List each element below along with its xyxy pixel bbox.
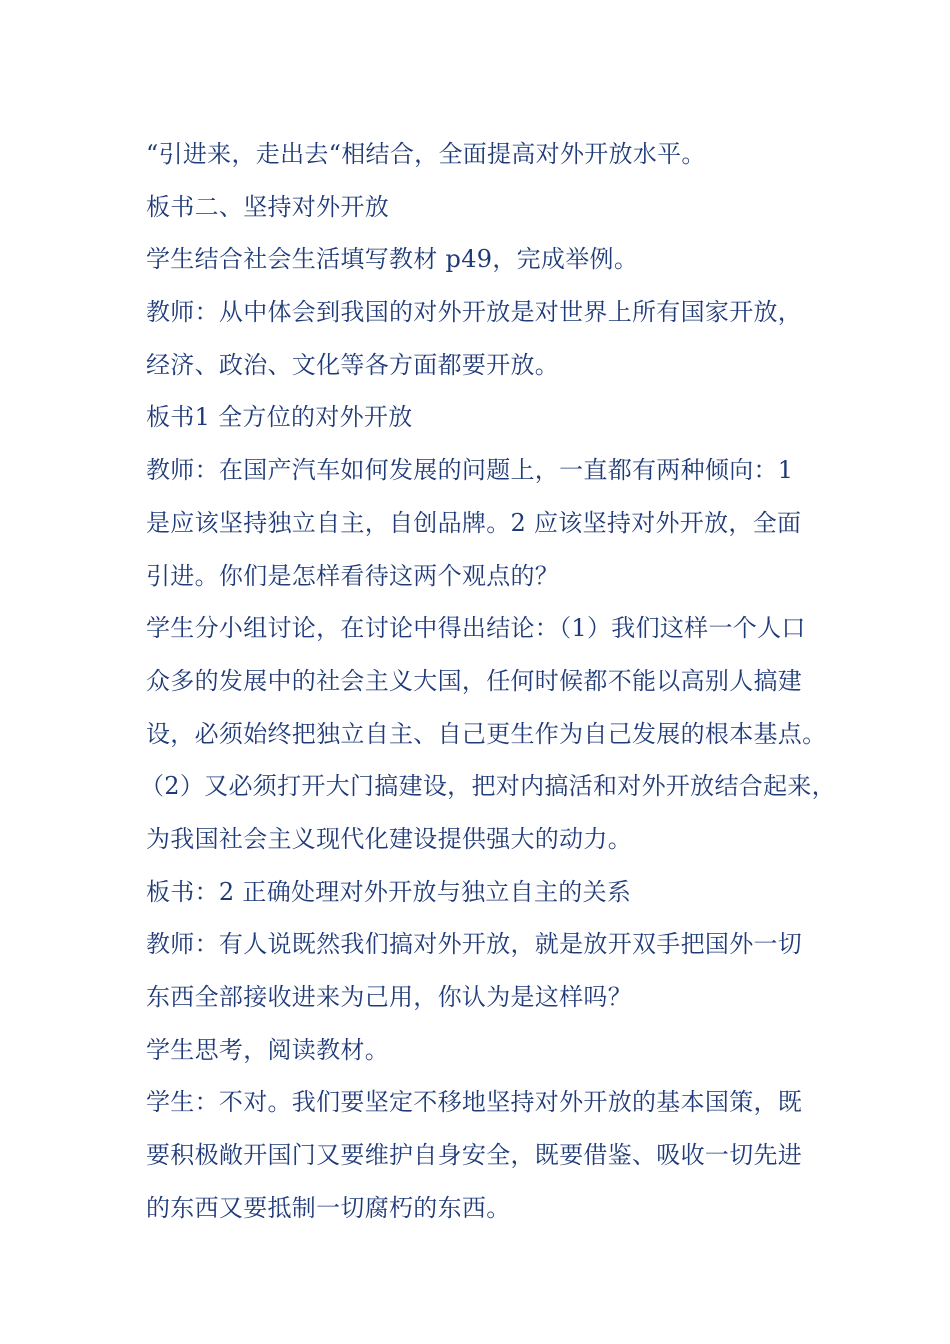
text-line: 东西全部接收进来为己用，你认为是这样吗？ <box>146 983 632 1011</box>
text-line: 板书：2 正确处理对外开放与独立自主的关系 <box>146 877 632 906</box>
text-line: 板书二、坚持对外开放 <box>146 192 389 221</box>
text-line: 教师：在国产汽车如何发展的问题上，一直都有两种倾向：1 <box>146 456 794 485</box>
text-line: 要积极敞开国门又要维护自身安全，既要借鉴、吸收一切先进 <box>146 1141 803 1170</box>
text-line: 为我国社会主义现代化建设提供强大的动力。 <box>146 824 632 853</box>
text-line: “引进来，走出去“相结合，全面提高对外开放水平。 <box>146 140 706 168</box>
text-line: （2）又必须打开大门搞建设，把对内搞活和对外开放结合起来， <box>140 772 836 801</box>
text-line: 教师：从中体会到我国的对外开放是对世界上所有国家开放， <box>146 298 803 327</box>
text-line: 设，必须始终把独立自主、自己更生作为自己发展的根本基点。 <box>146 719 827 748</box>
text-line: 学生：不对。我们要坚定不移地坚持对外开放的基本国策，既 <box>146 1088 803 1117</box>
text-line: 学生结合社会生活填写教材 p49，完成举例。 <box>146 245 639 274</box>
text-line: 板书1 全方位的对外开放 <box>146 403 413 432</box>
text-line: 众多的发展中的社会主义大国，任何时候都不能以高别人搞建 <box>146 666 803 695</box>
text-line: 学生分小组讨论，在讨论中得出结论：（1）我们这样一个人口 <box>146 614 806 643</box>
text-line: 是应该坚持独立自主，自创品牌。2 应该坚持对外开放，全面 <box>146 508 802 537</box>
text-line: 学生思考，阅读教材。 <box>146 1035 389 1064</box>
text-line: 的东西又要抵制一切腐朽的东西。 <box>146 1193 511 1222</box>
text-line: 经济、政治、文化等各方面都要开放。 <box>146 350 560 379</box>
text-line: 教师：有人说既然我们搞对外开放，就是放开双手把国外一切 <box>146 930 803 959</box>
text-line: 引进。你们是怎样看待这两个观点的？ <box>146 561 560 590</box>
document-body <box>140 128 846 1234</box>
